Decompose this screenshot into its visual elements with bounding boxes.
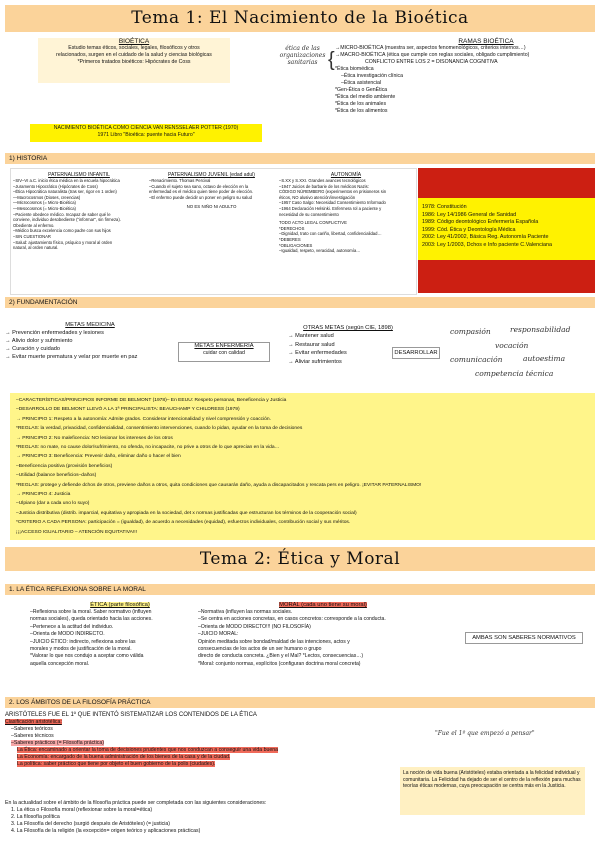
actualidad-intro: En la actualidad sobre el ámbito de la filosofía práctica puede ser completada con las siguientes consideraciones: [5, 800, 267, 806]
etica-line: normas sociales), queda orientado hacia las acciones. [30, 616, 153, 623]
metas-medicina-item: → Evitar muerte prematura y velar por muerte en paz [5, 354, 138, 360]
col2-title: PATERNALISMO JUVENIL (edad adul) [168, 172, 255, 178]
principios-line: *REGLAS: protege y defiende dchos de otros, previene daños a otros, quita condiciones que causarán daño, ayuda a discapacitados y rescata pers en peligro. ¡EVITAR PATERNALISMO! [16, 482, 422, 488]
value-vocacion: vocación [495, 341, 529, 350]
historia-line: *DEBERES [279, 236, 301, 242]
historia-line: –Ética Hipocrática naturalista (tras ser, rigor en 1 orden) [13, 189, 117, 195]
historia-line: –Salud: ajustamiento físico, psíquico y moral al orden [13, 239, 113, 245]
bioetica-heading: BIOÉTICA [118, 38, 150, 45]
etica-heading: ÉTICA (parte filosófica) [90, 602, 150, 608]
law-item: 1978: Constitución [422, 204, 467, 210]
historia-line: —Microcosmos (= Micro-Bioética) [13, 200, 76, 206]
col2-lines [149, 178, 274, 200]
otras-metas-heading: OTRAS METAS (según CIE, 1898) [303, 325, 393, 331]
historia-line: TODO ACTO LEGAL CONFLICTIVE [279, 220, 347, 226]
brace-icon: { [328, 49, 335, 71]
historia-line: –S.XX y S.XXI. Grandes avances tecnológicos [279, 178, 366, 183]
law-item: 1999: Cód. Ética y Deontología Médica [422, 226, 516, 233]
historia-col-paternalismo-juvenil [149, 172, 274, 210]
historia-line: –SIV–VI a.C. inicio ética médica en la escuela hipocrática [13, 178, 120, 183]
metas-enfermeria-box [178, 342, 270, 362]
historia-line: éticos, NO alusivo atención/investigación [279, 194, 356, 200]
moral-line: directo de conducta concreta. ¿Bien y el Mal? *Lectos, consecuencias…) [198, 653, 364, 660]
actualidad-item: 2. La filosofía política [11, 814, 60, 820]
historia-col-paternalismo-infantil [13, 172, 145, 251]
historia-line: –Juramento Hipocrático (Hipócrates de Coss) [13, 183, 98, 189]
desarrollar-box: DESARROLLAR [392, 347, 440, 359]
etica-column [30, 602, 210, 668]
historia-line: CÓDIGO NÚREMBERG (experimentos en prisioneros sin [279, 189, 387, 195]
principios-line: –Ulpiano (dar a cada uno lo suyo) [16, 501, 90, 507]
law-item: 2002: Ley 41/2002, Básica Reg. Autonomía Paciente [422, 234, 549, 241]
ambitos-content [5, 712, 405, 768]
principios-line: –Beneficencia positiva (provisión beneficios) [16, 463, 113, 469]
ramas-item: *Ética biomédica [335, 66, 374, 72]
principios-line: –Utilidad (balance beneficios–daños) [16, 473, 97, 479]
principios-line: –CARACTERÍSTICAS/PRINCIPIOS INFORME DE BELMONT (1978)– En EEUU: Respeto personas, Beneficencia y Justicia [16, 398, 287, 403]
nacimiento-box [30, 124, 262, 142]
moral-line: *Moral: conjunto normas, explícitos (configuran doctrina moral concreta) [198, 660, 361, 667]
metas-enfermeria-text: cuidar con calidad [203, 350, 245, 356]
ramas-item: –Ética investigación clínica [341, 73, 403, 79]
tema2-title: Tema 2: Ética y Moral [5, 547, 595, 571]
ambitos-subitem-etica: La Ética: encaminado a orientar la toma de decisiones prudentes que nos conduzcan a conseguir una vida buena [17, 747, 278, 753]
etica-line: –Pertenece a la actitud del individuo. [30, 623, 114, 630]
actualidad-item: 1. La ética o Filosofía moral (reflexionar sobre la moral=ética) [11, 807, 153, 813]
col2-footer: NO ES NIÑO NI ADULTO [186, 204, 237, 210]
ambitos-item: –Saberes teóricos [11, 726, 53, 732]
moral-lines [198, 609, 448, 668]
moral-line: –Orienta de MODO DIRECTO!!! (NO FILOSOFÍA) [198, 623, 311, 630]
law-item: 1986: Ley 14/1986 General de Sanidad [422, 211, 517, 218]
historia-line: –Igualdad, respeto, veracidad, autonomía… [279, 248, 361, 254]
etica-line: –JUICIO ÉTICO: indirecto, reflexiona sobre las [30, 638, 136, 645]
otras-metas-items [288, 332, 408, 366]
col1-lines [13, 178, 145, 251]
col1-title: PATERNALISMO INFANTIL [48, 172, 110, 178]
historia-line: —Mesocosmos (= Micro-Bioética) [13, 205, 76, 211]
ambas-box: AMBAS SON SABERES NORMATIVOS [465, 632, 583, 644]
law-item: 2003: Ley 1/2003, Dchos e Info paciente C.Valenciana [422, 241, 552, 248]
law-item: 1989: Código deontológico Enfermería Española [422, 219, 539, 226]
otras-metas-item: → Evitar enfermedades [288, 350, 347, 356]
historia-line: necesidad de su consentimiento [279, 211, 339, 217]
col3-title: AUTONOMÍA [330, 172, 362, 178]
ramas-list [335, 66, 597, 115]
moral-heading: MORAL (cada uno tiene su moral) [279, 602, 367, 608]
historia-line: –Dignidad, trato con cariño, libertad, confidencialidad… [279, 231, 382, 237]
ramas-macro: →MACRO-BIOÉTICA (ética que cumple con reglas sociales, obligado cumplimiento) [335, 52, 530, 58]
historia-line: –1957 Caso Salgo: Necesidad Consentimiento Informado [279, 200, 386, 206]
etica-lines [30, 609, 210, 668]
historia-section-label: 1) HISTORIA [5, 153, 595, 164]
etica-line: –Orienta de MODO INDIRECTO. [30, 631, 105, 638]
col3-footer [279, 220, 413, 254]
ramas-heading: RAMAS BIOÉTICA [458, 38, 514, 45]
historia-line: –Cuando el sujeto sea sano, octavo de elección en la [149, 183, 249, 189]
principios-line: –DESARROLLO DE BELMONT LLEVÓ A LA 1ª PRINCIPALISTA: BEAUCHAMP Y CHILDRESS (1979) [16, 407, 240, 413]
value-competencia-tecnica: competencia técnica [475, 369, 554, 378]
historia-line: –Médico busca excelencia como padre con sus hijos [13, 228, 111, 234]
etica-reflexiona-label: 1. LA ÉTICA REFLEXIONA SOBRE LA MORAL [5, 584, 595, 595]
vida-buena-note [400, 767, 585, 815]
historia-line: Obediente al enfermo. [13, 222, 55, 228]
aristoteles-quote: "Fue el 1º que empezó a pensar" [435, 730, 535, 737]
metas-medicina-items [5, 329, 175, 361]
moral-line: –Normativa (influyen las normas sociales. [198, 609, 293, 615]
historia-line: natural, al orden natural. [13, 245, 59, 251]
ambitos-label: 2. LOS ÁMBITOS DE LA FILOSOFÍA PRÁCTICA [5, 697, 595, 708]
nacimiento-line2: 1971 Libro "Bioética: puente hacia Futuro" [97, 132, 195, 138]
historia-line: –SIN CUESTIONAR [13, 233, 51, 239]
historia-line: —Macrocosmos (Dioses, creencias) [13, 194, 81, 200]
note-line: organizaciones [279, 52, 326, 59]
laws-list [422, 204, 594, 250]
note-etica-organizaciones [275, 45, 330, 66]
fundamentacion-section-label: 2) FUNDAMENTACIÓN [5, 297, 595, 308]
historia-line: *OBLIGACIONES [279, 242, 313, 248]
principios-line: *CRITERIO A CADA PERSONA: participación = (igualdad), de acuerdo a necesidades (equidad), esfuerzos individuales, contribución social y sus méritos. [16, 520, 351, 526]
ambitos-item: –Saberes prácticos (= Filosofía práctica) [11, 740, 104, 746]
ramas-item: *Gen-Ética o GenÉtica [335, 87, 388, 93]
actualidad-block [5, 800, 400, 835]
value-compasion: compasión [450, 327, 491, 336]
otras-metas [288, 325, 408, 366]
principios-lines [10, 393, 595, 540]
bioetica-desc3: *Primeros tratados bioéticos: Hipócrates de Coss [77, 59, 191, 65]
col3-lines [279, 178, 413, 217]
actualidad-item: 4. La Filosofía de la religión (la excepción= origen teórico y aplicaciones prácticas) [11, 828, 201, 834]
etica-line: *Valorar lo que nos condujo a aceptar como válida [30, 653, 144, 660]
moral-line: –Se centra en acciones concretas, en casos concretos: corresponde a la conducta. [198, 616, 386, 623]
ramas-item: *Ética de los animales [335, 101, 387, 107]
nacimiento-line1: NACIMIENTO BIOÉTICA COMO CIENCIA VAN RENSSELAER POTTER (1970) [53, 125, 239, 131]
ramas-item: *Ética del medio ambiente [335, 94, 396, 100]
ramas-item: *Ética de los alimentos [335, 108, 388, 114]
metas-medicina-item: → Prevención enfermedades y lesiones [5, 330, 104, 336]
metas-medicina-item: → Alivio dolor y sufrimiento [5, 338, 73, 344]
moral-column [198, 602, 448, 668]
principios-line: ¡¡¡ACCESO IGUALITARIO – ATENCIÓN EQUITATIVA!!! [16, 529, 138, 535]
metas-medicina [5, 322, 175, 361]
note-line: sanitarias [287, 59, 318, 66]
principios-line: → PRINCIPIO 4: Justicia [16, 492, 71, 498]
metas-medicina-heading: METAS MEDICINA [65, 322, 115, 328]
ramas-item: –Ética asistencial [341, 80, 382, 86]
clasificacion-label: Clasificación aristotélica: [5, 719, 62, 725]
historia-line: *DERECHOS [279, 225, 305, 231]
laws-box [418, 168, 595, 293]
historia-timeline [10, 168, 417, 295]
historia-line: –Renacimiento. Thomas Percival [149, 178, 211, 183]
ambitos-item: –Saberes técnicos [11, 733, 54, 739]
etica-line: –Reflexiona sobre la moral. Saber normativo (influyen [30, 609, 152, 615]
tema1-title: Tema 1: El Nacimiento de la Bioética [5, 5, 595, 32]
principios-line: → PRINCIPIO 1: Respeto a la autonomía: Admite grados. Considerar intencionalidad y nivel comprensión y coacción. [16, 416, 271, 422]
principios-box [10, 393, 595, 540]
historia-line: conviene, individuo desobediente ("informar", sin firmeza). [13, 217, 121, 223]
principios-line: → PRINCIPIO 2: No maleficencia: NO lesionar los intereses de los otros [16, 435, 173, 441]
bioetica-desc1: Estudio temas éticos, sociales, legales, filosóficos y otros [68, 45, 200, 51]
actualidad-item: 3. La Filosofía del derecho (surgió después de Aristóteles) (= justicia) [11, 821, 171, 827]
moral-line: –JUICIO MORAL: [198, 631, 239, 638]
historia-line: –El enfermo puede decidir un poner en peligro su salud [149, 194, 252, 200]
principios-line: –Justicia distributiva (distrib. imparcial, equitativa y apropiada en la sociedad, det x normas justificadas que estructuran los términos de la cooperación social) [16, 510, 357, 516]
historia-line: –1964 Declaración Helsinki. Enfermera rol a paciente y [279, 205, 382, 211]
bioetica-box [38, 38, 230, 83]
historia-line: –1947 Juicios de barbarie de los médicos Nazis: [279, 183, 369, 189]
vida-buena-text: La noción de vida buena (Aristóteles) estaba orientada a la felicidad individual y comunitaria. La Felicidad ha dejado de ser el centro de la reflexión para muchas teorías éticas modernas, cuya preocupación se centra más en la Justicia. [403, 770, 581, 790]
otras-metas-item: → Aliviar sufrimientos [288, 358, 342, 365]
ramas-micro: →MICRO-BIOÉTICA (muestra ser, aspectos fenomenológicos, criterios internos…) [335, 45, 526, 51]
bioetica-desc2: relacionados, surgen en el cuidado de la salud y ciencias biológicas [56, 52, 212, 58]
principios-line: *REGLAS: no mate, no cause dolor/sufrimiento, no ofenda, no incapacite, no prive a otros de lo que aprecian en la vida… [16, 445, 280, 451]
etica-line: aquella concepción moral. [30, 660, 90, 667]
ramas-bioetica [335, 38, 597, 115]
metas-enfermeria-heading: METAS ENFERMERÍA [194, 343, 254, 349]
historia-line: enfermedad es el médico quien tiene poder de elección. [149, 189, 254, 195]
principios-line: *REGLAS: la verdad, privacidad, confidencialidad, consentimiento intervenciones, cuando lo pidan, ayudar en la toma de decisiones [16, 426, 303, 432]
ambitos-subitem-economia: La Economía: encargado de la buena administración de los bienes de la casa y de la ciudad. [17, 754, 231, 760]
principios-line: → PRINCIPIO 3: Beneficencia: Prevenir daño, eliminar daño o hacer el bien [16, 454, 181, 460]
etica-line: morales y modos de justificación de la moral. [30, 646, 132, 653]
aristoteles-line: ARISTÓTELES FUE EL 1º QUE INTENTÓ SISTEMATIZAR LOS CONTENIDOS DE LA ÉTICA [5, 712, 257, 718]
otras-metas-item: → Restaurar salud [288, 341, 335, 348]
value-responsabilidad: responsabilidad [510, 325, 571, 334]
historia-line: –Paciente obedece médico. Incapaz de saber qué le [13, 211, 111, 217]
ambitos-subitem-politica: La política: saber práctico que tiene por objeto el buen gobierno de la polis (ciudades). [17, 761, 216, 767]
otras-metas-item: → Mantener salud [288, 333, 334, 339]
value-comunicacion: comunicación [450, 355, 503, 364]
note-line: ética de las [285, 45, 320, 52]
ramas-conflicto: CONFLICTO ENTRE LOS 2 = DISONANCIA COGNITIVA [365, 59, 498, 65]
historia-col-autonomia [279, 172, 413, 254]
value-autoestima: autoestima [523, 354, 566, 363]
moral-line: consecuencias de los actos de un ser humano o grupo [198, 646, 322, 653]
metas-medicina-item: → Curación y cuidado [5, 346, 61, 352]
moral-line: Opinión meditada sobre bondad/maldad de las intenciones, actos y [198, 638, 350, 645]
